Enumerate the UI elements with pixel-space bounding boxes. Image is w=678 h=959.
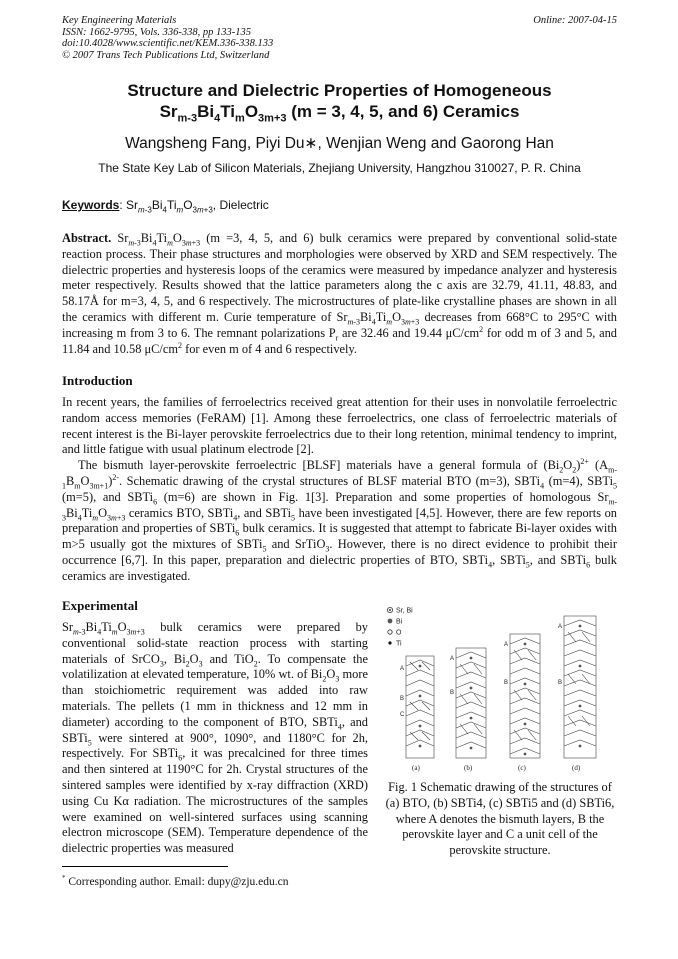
crystal-structure-figure <box>384 604 616 776</box>
atom-markers <box>419 625 582 756</box>
footnote: * Corresponding author. Email: dupy@zju.edu.cn <box>62 874 289 888</box>
experimental-heading: Experimental <box>62 598 138 613</box>
copyright: © 2007 Trans Tech Publications Ltd, Switzerland <box>62 49 270 61</box>
journal-header <box>62 15 617 61</box>
keywords-text: , Dielectric <box>212 198 269 212</box>
journal-name: Key Engineering Materials <box>62 15 177 26</box>
svg-text:B: B <box>450 690 455 696</box>
legend-ti: Ti <box>396 640 402 648</box>
svg-text:A: A <box>450 656 455 662</box>
svg-text:A: A <box>558 624 563 630</box>
panel-label-b: (b) <box>464 764 473 772</box>
figure-caption: Fig. 1 Schematic drawing of the structures of (a) BTO, (b) SBTi4, (c) SBTi5 and (d) SBTi6, where A denotes the bismuth layers, B the perovskite layer and C a unit cell of the perovskite structure. <box>385 780 615 858</box>
svg-text:A: A <box>504 642 509 648</box>
structure-c <box>510 634 540 758</box>
footnote-text: Corresponding author. Email: dupy@zju.edu.cn <box>65 875 289 888</box>
experimental-body: $Sr_{m-3}Bi_4Ti_mO_{3m+3}$ bulk ceramics were prepared by conventional solid-state reaction process with starting materials of SrCO$_3$, $Bi_2O_3$ and TiO$_2$. To compensate the volatilization at elevated temperature, 10% wt. of $Bi_2O_3$ more than stoichiometric requirement was added into raw materials. The pellets (1 mm in thickness and 12 mm in diameter) according to the component of BTO, SBTi$_4$, and SBTi$_5$ were sintered at 900°, 1090°, and 1180°C for 2h, respectively. For SBTi$_6$, it was precalcined for three times and then sintered at 1190°C for 2h. Crystal structures of the sintered samples were identified by x-ray diffraction (XRD) using Cu Kα radiation. The microstructures of the samples were examined on well-sintered surfaces using scanning electron microscope (SEM). Temperature dependence of the dielectric properties was measured <box>62 620 368 856</box>
svg-text:A: A <box>400 666 405 672</box>
abstract: Abstract. $Sr_{m-3}Bi_4Ti_mO_{3m+3}$ (m =3, 4, 5, and 6) bulk ceramics were prepared by conventional solid-state reaction process. Their phase structures and morphologies were observed by XRD and SEM respectively. The dielectric properties and hysteresis loops of the ceramics were measured by impedance analyzer and hysteresis meter respectively. Results showed that the lattice parameters along the c axis are 32.79, 41.11, 48.83, and 58.17Å for m=3, 4, 5, and 6 respectively. The microstructures of plate-like crystalline phases are shown in all the ceramics with different m. Curie temperature of $Sr_{m-3}Bi_4Ti_mO_{3m+3}$ decreases from 668°C to 295°C with increasing m from 3 to 6. The remnant polarizations $P_r$ are 32.46 and 19.44 $\mu C/cm^2$ for odd m of 3 and 5, and 11.84 and 10.58 $\mu C/cm^2$ for even m of 4 and 6 respectively. <box>62 231 617 356</box>
introduction-heading: Introduction <box>62 373 133 388</box>
intro-paragraph-2: The bismuth layer-perovskite ferroelectric [BLSF] materials have a general formula of $(Bi_2O_2)^{2+}$ $(A_{m-1}B_mO_{3m+1})^{2-}$. Schematic drawing of the crystal structures of BLSF material BTO (m=3), SBTi$_4$ (m=4), SBTi$_5$ (m=5), and SBTi$_6$ (m=6) are shown in Fig. 1[3]. Preparation and some properties of homologous $Sr_{m-3}Bi_4Ti_mO_{3m+3}$ ceramics BTO, SBTi$_4$, and SBTi$_5$ have been investigated [4,5]. However, there are few reports on preparation and properties of SBTi$_6$ bulk ceramics. It is suggested that attempt to fabricate Bi-layer oxides with m>5 usually got the mixtures of SBTi$_5$ and SrTiO$_3$. However, there is no direct evidence to prohibit their occurrence [6,7]. In this paper, preparation and dielectric properties of BTO, SBTi$_4$, SBTi$_5$, and SBTi$_6$ bulk ceramics are investigated. <box>62 457 618 583</box>
paper-title <box>62 80 617 129</box>
panel-labels <box>412 764 581 772</box>
title-line1: Structure and Dielectric Properties of Homogeneous <box>127 81 552 100</box>
keywords-label: Keywords <box>62 198 120 212</box>
online-date: Online: 2007-04-15 <box>533 15 617 26</box>
panel-label-a: (a) <box>412 764 420 772</box>
structure-d <box>564 616 596 758</box>
figure-legend <box>387 607 413 647</box>
panel-label-d: (d) <box>572 764 581 772</box>
abstract-label: Abstract. <box>62 231 112 245</box>
panel-label-c: (c) <box>518 764 526 772</box>
title-line2: $Sr_{m-3}Bi_4Ti_mO_{3m+3}$ (m = 3, 4, 5, and 6) Ceramics <box>159 102 520 125</box>
doi: doi:10.4028/www.scientific.net/KEM.336-338.133 <box>62 38 274 50</box>
legend-o: O <box>396 629 402 637</box>
svg-text:B: B <box>558 680 563 686</box>
footnote-divider <box>62 866 228 867</box>
affiliation: The State Key Lab of Silicon Materials, Zhejiang University, Hangzhou 310027, P. R. China <box>98 161 581 175</box>
legend-sr-bi: Sr, Bi <box>396 607 413 615</box>
svg-text:B: B <box>400 696 405 702</box>
introduction-body <box>62 395 617 585</box>
legend-bi: Bi <box>396 618 403 626</box>
svg-text:C: C <box>400 712 405 718</box>
intro-paragraph-1: In recent years, the families of ferroelectrics received great attention for their uses in nonvolatile ferroelectric random access memories (FeRAM) [1]. Among these ferroelectrics, one class of ferroelectric materials of recent interest is the Bi-layer perovskite ferroelectrics due to their long retention, minimal tendency to imprint, and little fatigue with usual platinum electrode [2]. <box>62 395 617 457</box>
authors: Wangsheng Fang, Piyi Du∗, Wenjian Weng and Gaorong Han <box>125 135 554 152</box>
svg-text:B: B <box>504 680 509 686</box>
structure-a <box>406 656 434 758</box>
structure-b <box>456 648 486 758</box>
keywords: Keywords: $Sr_{m-3}Bi_4Ti_mO_{3m+3}$, Dielectric <box>62 198 269 215</box>
issn: ISSN: 1662-9795, Vols. 336-338, pp 133-135 <box>62 26 251 38</box>
